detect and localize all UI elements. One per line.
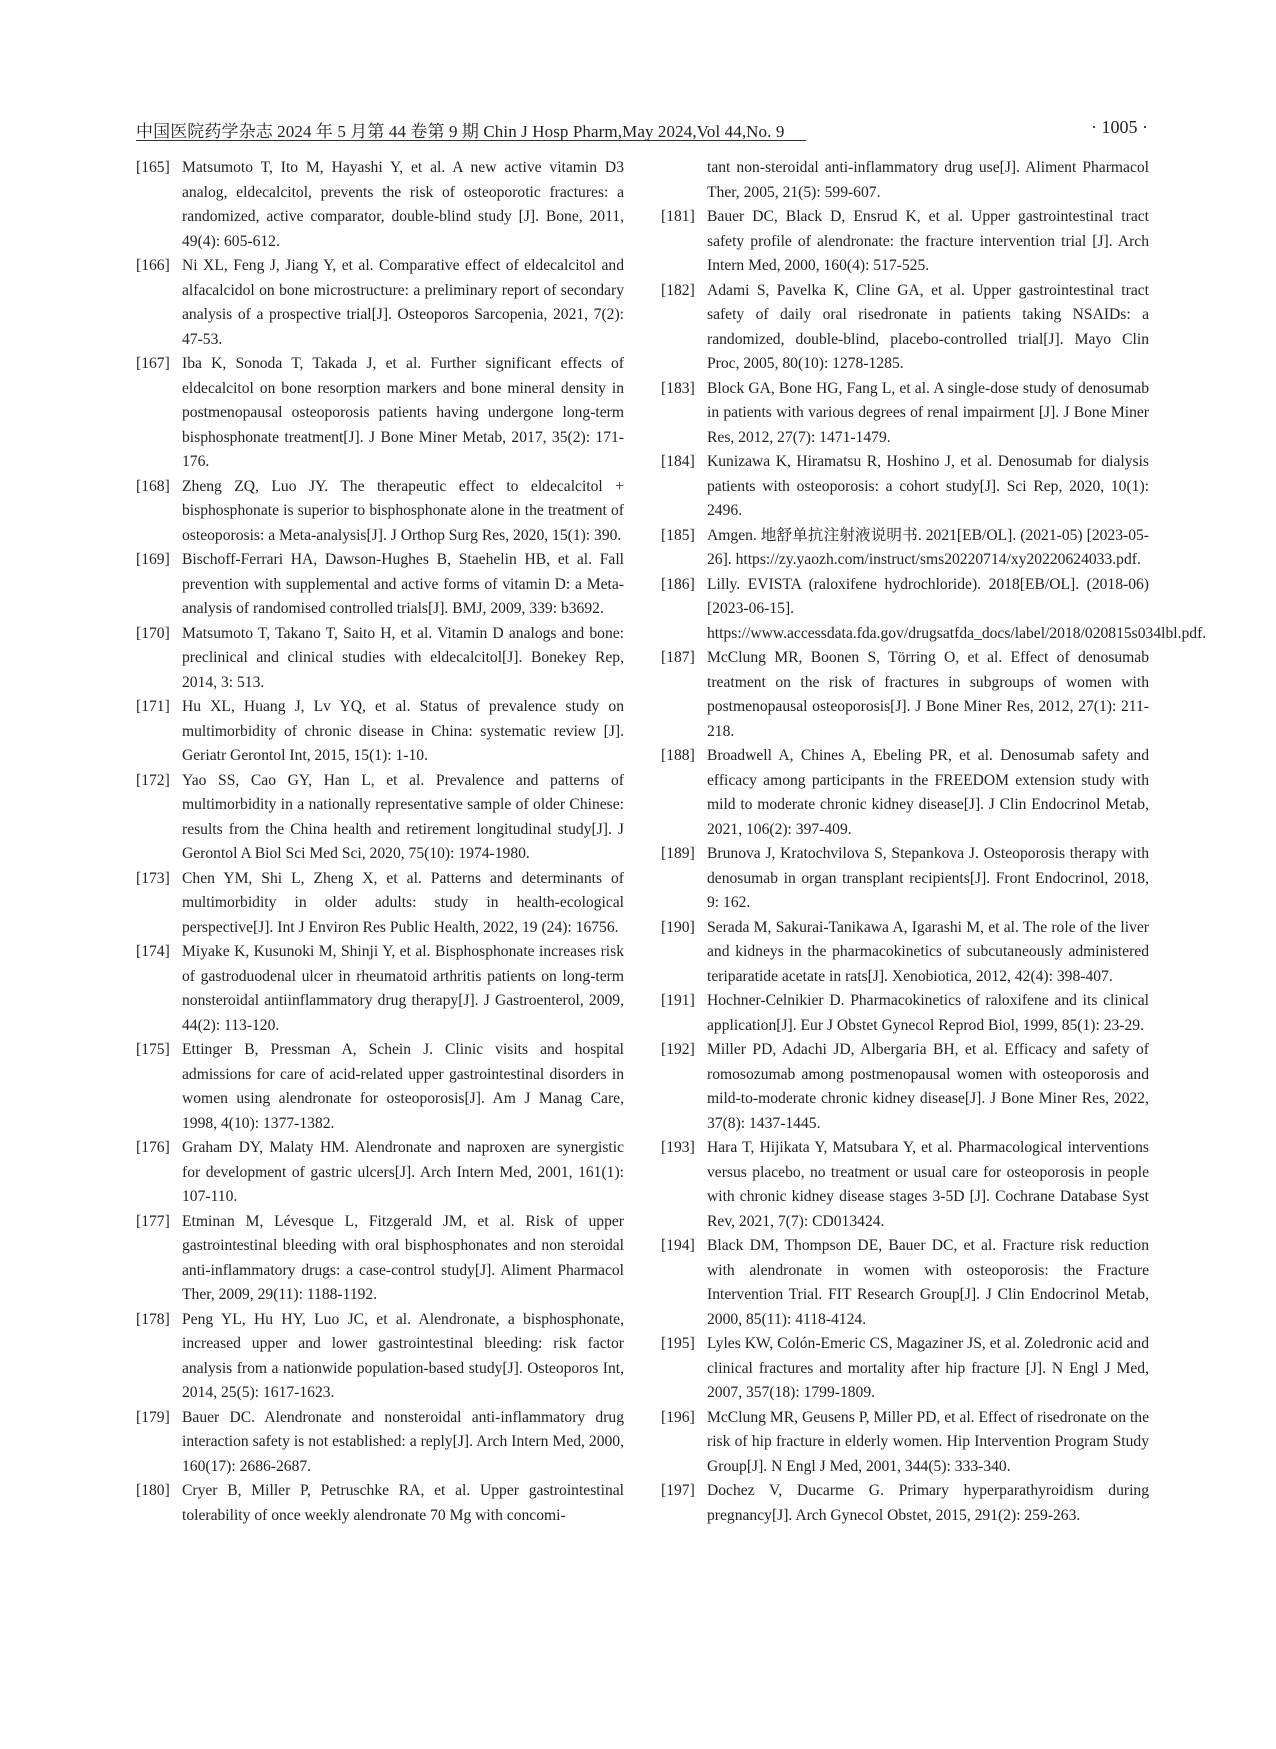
running-header (136, 117, 1148, 147)
reference-number: [180] (136, 1482, 170, 1499)
reference-number: [174] (136, 943, 170, 960)
reference-number: [190] (661, 918, 695, 936)
reference-number: [195] (661, 1335, 695, 1352)
reference-number: [177] (136, 1212, 170, 1230)
reference-text: Hu XL, Huang J, Lv YQ, et al. Status of prevalence study on multimorbidity of chronic disease in China: systematic review [J]. Geriatr Gerontol Int, 2015, 15(1): 1-10. (182, 698, 624, 764)
reference-item (661, 279, 1149, 377)
reference-number: [176] (136, 1139, 170, 1156)
reference-item (661, 1234, 1149, 1332)
reference-number: [185] (661, 526, 695, 544)
reference-item (661, 377, 1149, 451)
reference-number: [168] (136, 477, 170, 495)
right-column (661, 156, 1207, 1528)
reference-text: Block GA, Bone HG, Fang L, et al. A single-dose study of denosumab in patients with various degrees of renal impairment [J]. J Bone Miner Res, 2012, 27(7): 1471-1479. (707, 379, 1149, 446)
reference-text: Black DM, Thompson DE, Bauer DC, et al. Fracture risk reduction with alendronate in women with osteoporosis: the Fracture Intervention Trial. FIT Research Group[J]. J Clin Endocrinol Metab, 2000, 85(11): 4118-4124. (707, 1237, 1149, 1328)
reference-item (136, 352, 624, 475)
reference-number: [172] (136, 771, 170, 789)
reference-item (136, 156, 624, 254)
reference-item (136, 622, 624, 696)
reference-item (661, 1406, 1149, 1480)
reference-number: [188] (661, 747, 695, 764)
reference-text: Miyake K, Kusunoki M, Shinji Y, et al. Bisphosphonate increases risk of gastroduodenal ulcer in rheumatoid arthritis patients on long-term nonsteroidal antiinflammatory drug therapy[J]. J Gastroenterol, 2009, 44(2): 113-120. (182, 943, 624, 1034)
reference-number: [193] (661, 1139, 695, 1156)
reference-number: [175] (136, 1041, 170, 1058)
journal-header: 中国医院药学杂志 2024 年 5 月第 44 卷第 9 期 Chin J Hosp Pharm,May 2024,Vol 44,No. 9 (136, 122, 785, 141)
reference-item (136, 1136, 624, 1210)
reference-number: [189] (661, 845, 695, 862)
reference-text: Matsumoto T, Ito M, Hayashi Y, et al. A new active vitamin D3 analog, eldecalcitol, prevents the risk of osteoporotic fractures: a randomized, active comparator, double-blind study [J]. Bone, 2011, 49(4): 605-612. (182, 159, 624, 250)
reference-number: [187] (661, 649, 695, 666)
reference-text: Bauer DC. Alendronate and nonsteroidal anti-inflammatory drug interaction safety is not established: a reply[J]. Arch Intern Med, 2000, 160(17): 2686-2687. (182, 1408, 624, 1475)
left-column (136, 156, 624, 1528)
reference-item (661, 1332, 1149, 1406)
reference-item (136, 769, 624, 867)
reference-number: [197] (661, 1482, 695, 1499)
reference-item (661, 205, 1149, 279)
reference-item (136, 1308, 624, 1406)
reference-text: Ni XL, Feng J, Jiang Y, et al. Comparative effect of eldecalcitol and alfacalcidol on bone microstructure: a preliminary report of secondary analysis of a prospective trial[J]. Osteoporos Sarcopenia, 2021, 7(2): 47-53. (182, 257, 624, 348)
reference-number: [184] (661, 453, 695, 470)
reference-text: Bauer DC, Black D, Ensrud K, et al. Upper gastrointestinal tract safety profile of alendronate: the fracture intervention trial [J]. Arch Intern Med, 2000, 160(4): 517-525. (707, 208, 1149, 274)
reference-text: Brunova J, Kratochvilova S, Stepankova J. Osteoporosis therapy with denosumab in organ transplant recipients[J]. Front Endocrinol, 2018, 9: 162. (707, 845, 1149, 911)
reference-text: Graham DY, Malaty HM. Alendronate and naproxen are synergistic for development of gastric ulcers[J]. Arch Intern Med, 2001, 161(1): 107-110. (182, 1139, 624, 1205)
reference-text: Miller PD, Adachi JD, Albergaria BH, et al. Efficacy and safety of romosozumab among postmenopausal women with osteoporosis and mild-to-moderate chronic kidney disease[J]. J Bone Miner Res, 2022, 37(8): 1437-1445. (707, 1041, 1149, 1132)
reference-text: Peng YL, Hu HY, Luo JC, et al. Alendronate, a bisphosphonate, increased upper and lower gastrointestinal bleeding: risk factor analysis from a nationwide population-based study[J]. Osteoporos Int, 2014, 25(5): 1617-1623. (182, 1310, 624, 1401)
reference-number: [169] (136, 551, 170, 568)
reference-continuation: tant non-steroidal anti-inflammatory drug use[J]. Aliment Pharmacol Ther, 2005, 21(5): 599-607. (707, 159, 1149, 201)
page-number: · 1005 · (1091, 117, 1148, 137)
reference-item (136, 475, 624, 549)
reference-number: [196] (661, 1408, 695, 1426)
reference-text: Serada M, Sakurai-Tanikawa A, Igarashi M, et al. The role of the liver and kidneys in the pharmacokinetics of subcutaneously administered teriparatide acetate in rats[J]. Xenobiotica, 2012, 42(4): 398-407. (707, 918, 1149, 985)
reference-item (136, 1479, 624, 1528)
reference-number: [186] (661, 575, 695, 593)
reference-number: [167] (136, 355, 170, 372)
reference-item (661, 450, 1149, 524)
reference-text: McClung MR, Boonen S, Törring O, et al. Effect of denosumab treatment on the risk of fractures in subgroups of women with postmenopausal osteoporosis[J]. J Bone Miner Res, 2012, 27(1): 211-218. (707, 649, 1149, 740)
reference-number: [181] (661, 208, 695, 225)
reference-text: Lyles KW, Colón-Emeric CS, Magaziner JS, et al. Zoledronic acid and clinical fractures and mortality after hip fracture [J]. N Engl J Med, 2007, 357(18): 1799-1809. (707, 1335, 1149, 1401)
reference-item (136, 1038, 624, 1136)
reference-item (136, 1406, 624, 1480)
reference-number: [173] (136, 869, 170, 887)
reference-text: Etminan M, Lévesque L, Fitzgerald JM, et al. Risk of upper gastrointestinal bleeding with oral bisphosphonates and non steroidal anti-inflammatory drugs: a case-control study[J]. Aliment Pharmacol Ther, 2009, 29(11): 1188-1192. (182, 1212, 624, 1303)
reference-text: Kunizawa K, Hiramatsu R, Hoshino J, et al. Denosumab for dialysis patients with osteoporosis: a cohort study[J]. Sci Rep, 2020, 10(1): 2496. (707, 453, 1149, 519)
reference-item (136, 254, 624, 352)
reference-number: [182] (661, 281, 695, 299)
reference-item (661, 916, 1149, 990)
reference-text: Bischoff-Ferrari HA, Dawson-Hughes B, Staehelin HB, et al. Fall prevention with supplemental and active forms of vitamin D: a Meta-analysis of randomised controlled trials[J]. BMJ, 2009, 339: b3692. (182, 551, 624, 617)
reference-number: [192] (661, 1041, 695, 1058)
reference-number: [178] (136, 1310, 170, 1328)
reference-item (661, 1136, 1149, 1234)
reference-item (136, 940, 624, 1038)
reference-number: [171] (136, 698, 170, 715)
reference-item (136, 867, 624, 941)
reference-text: Cryer B, Miller P, Petruschke RA, et al. Upper gastrointestinal tolerability of once weekly alendronate 70 Mg with concomi- (182, 1482, 624, 1524)
reference-number: [166] (136, 257, 170, 274)
header-rule (136, 140, 806, 141)
reference-text: Chen YM, Shi L, Zheng X, et al. Patterns and determinants of multimorbidity in older adults: study in health-ecological perspective[J]. Int J Environ Res Public Health, 2022, 19 (24): 16756. (182, 869, 624, 936)
reference-item (136, 695, 624, 769)
reference-number: [191] (661, 992, 695, 1009)
reference-text: Hara T, Hijikata Y, Matsubara Y, et al. Pharmacological interventions versus placebo, no treatment or usual care for osteoporosis in people with chronic kidney disease stages 3-5D [J]. Cochrane Database Syst Rev, 2021, 7(7): CD013424. (707, 1139, 1149, 1230)
reference-item (661, 989, 1149, 1038)
reference-item (661, 524, 1149, 573)
reference-number: [179] (136, 1408, 170, 1426)
reference-number: [194] (661, 1237, 695, 1254)
reference-text: Ettinger B, Pressman A, Schein J. Clinic visits and hospital admissions for care of acid-related upper gastrointestinal disorders in women using alendronate for osteoporosis[J]. Am J Manag Care, 1998, 4(10): 1377-1382. (182, 1041, 624, 1132)
reference-text: Hochner-Celnikier D. Pharmacokinetics of raloxifene and its clinical application[J]. Eur J Obstet Gynecol Reprod Biol, 1999, 85(1): 23-29. (707, 992, 1149, 1034)
reference-item (136, 1210, 624, 1308)
reference-text: Iba K, Sonoda T, Takada J, et al. Further significant effects of eldecalcitol on bone resorption markers and bone mineral density in postmenopausal osteoporosis patients having undergone long-term bisphosphonate treatment[J]. J Bone Miner Metab, 2017, 35(2): 171-176. (182, 355, 624, 470)
reference-item (661, 573, 1207, 647)
reference-text: McClung MR, Geusens P, Miller PD, et al. Effect of risedronate on the risk of hip fracture in elderly women. Hip Intervention Program Study Group[J]. N Engl J Med, 2001, 344(5): 333-340. (707, 1408, 1149, 1475)
reference-text: Amgen. 地舒单抗注射液说明书. 2021[EB/OL]. (2021-05) [2023-05-26]. https://zy.yaozh.com/instruct/sms20220714/xy20220624033.pdf. (707, 526, 1149, 568)
reference-number: [170] (136, 624, 170, 642)
reference-item (661, 1479, 1149, 1528)
reference-text: Yao SS, Cao GY, Han L, et al. Prevalence and patterns of multimorbidity in a nationally representative sample of older Chinese: results from the China health and retirement longitudinal study[J]. J Gerontol A Biol Sci Med Sci, 2020, 75(10): 1974-1980. (182, 771, 624, 862)
reference-number: [165] (136, 159, 170, 176)
reference-text: Adami S, Pavelka K, Cline GA, et al. Upper gastrointestinal tract safety of daily oral risedronate in patients taking NSAIDs: a randomized, double-blind, placebo-controlled trial[J]. Mayo Clin Proc, 2005, 80(10): 1278-1285. (707, 281, 1149, 372)
reference-item (136, 548, 624, 622)
reference-item (661, 1038, 1149, 1136)
reference-number: [183] (661, 379, 695, 397)
reference-item (661, 744, 1149, 842)
reference-item (661, 646, 1149, 744)
reference-text: Dochez V, Ducarme G. Primary hyperparathyroidism during pregnancy[J]. Arch Gynecol Obstet, 2015, 291(2): 259-263. (707, 1482, 1149, 1524)
reference-text: Broadwell A, Chines A, Ebeling PR, et al. Denosumab safety and efficacy among participants in the FREEDOM extension study with mild to moderate chronic kidney disease[J]. J Clin Endocrinol Metab, 2021, 106(2): 397-409. (707, 747, 1149, 838)
reference-item (661, 842, 1149, 916)
reference-text: Lilly. EVISTA (raloxifene hydrochloride). 2018[EB/OL]. (2018-06)[2023-06-15]. https://www.accessdata.fda.gov/drugsatfda_docs/label/2018/020815s034lbl.pdf. (707, 575, 1207, 642)
reference-text: Zheng ZQ, Luo JY. The therapeutic effect to eldecalcitol + bisphosphonate is superior to bisphosphonate alone in the treatment of osteoporosis: a Meta-analysis[J]. J Orthop Surg Res, 2020, 15(1): 390. (182, 477, 624, 544)
reference-text: Matsumoto T, Takano T, Saito H, et al. Vitamin D analogs and bone: preclinical and clinical studies with eldecalcitol[J]. Bonekey Rep, 2014, 3: 513. (182, 624, 624, 691)
